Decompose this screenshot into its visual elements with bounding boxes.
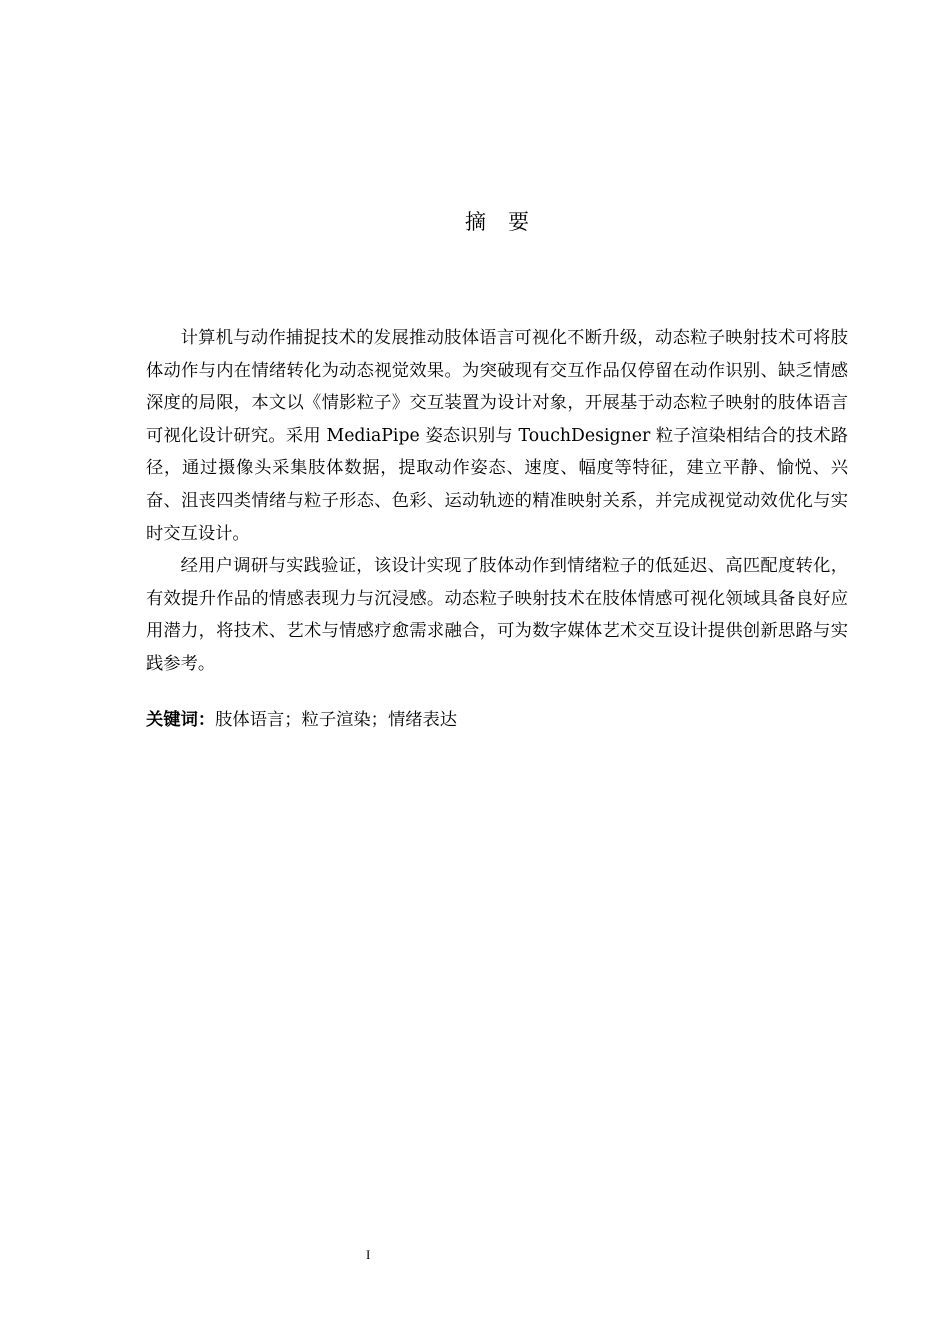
keywords-text: 肢体语言；粒子渲染；情绪表达 [215,710,458,730]
abstract-paragraph-2: 经用户调研与实践验证，该设计实现了肢体动作到情绪粒子的低延迟、高匹配度转化，有效提升作品的情感表现力与沉浸感。动态粒子映射技术在肢体情感可视化领域具备良好应用潜力，将技术、艺术与情感疗愈需求融合，可为数字媒体艺术交互设计提供创新思路与实践参考。 [146,556,848,674]
abstract-paragraph-1: 计算机与动作捕捉技术的发展推动肢体语言可视化不断升级，动态粒子映射技术可将肢体动作与内在情绪转化为动态视觉效果。为突破现有交互作品仅停留在动作识别、缺乏情感深度的局限，本文以《情影粒子》交互装置为设计对象，开展基于动态粒子映射的肢体语言可视化设计研究。采用 MediaPipe 姿态识别与 TouchDesigner 粒子渲染相结合的技术路径，通过摄像头采集肢体数据，提取动作姿态、速度、幅度等特征，建立平静、愉悦、兴奋、沮丧四类情绪与粒子形态、色彩、运动轨迹的精准映射关系，并完成视觉动效优化与实时交互设计。 [146,328,848,544]
keywords-line [146,704,848,736]
keywords-label: 关键词： [146,710,216,730]
abstract-body [146,322,848,681]
abstract-title: 摘要 [465,210,551,234]
page-number: I [366,1247,371,1262]
